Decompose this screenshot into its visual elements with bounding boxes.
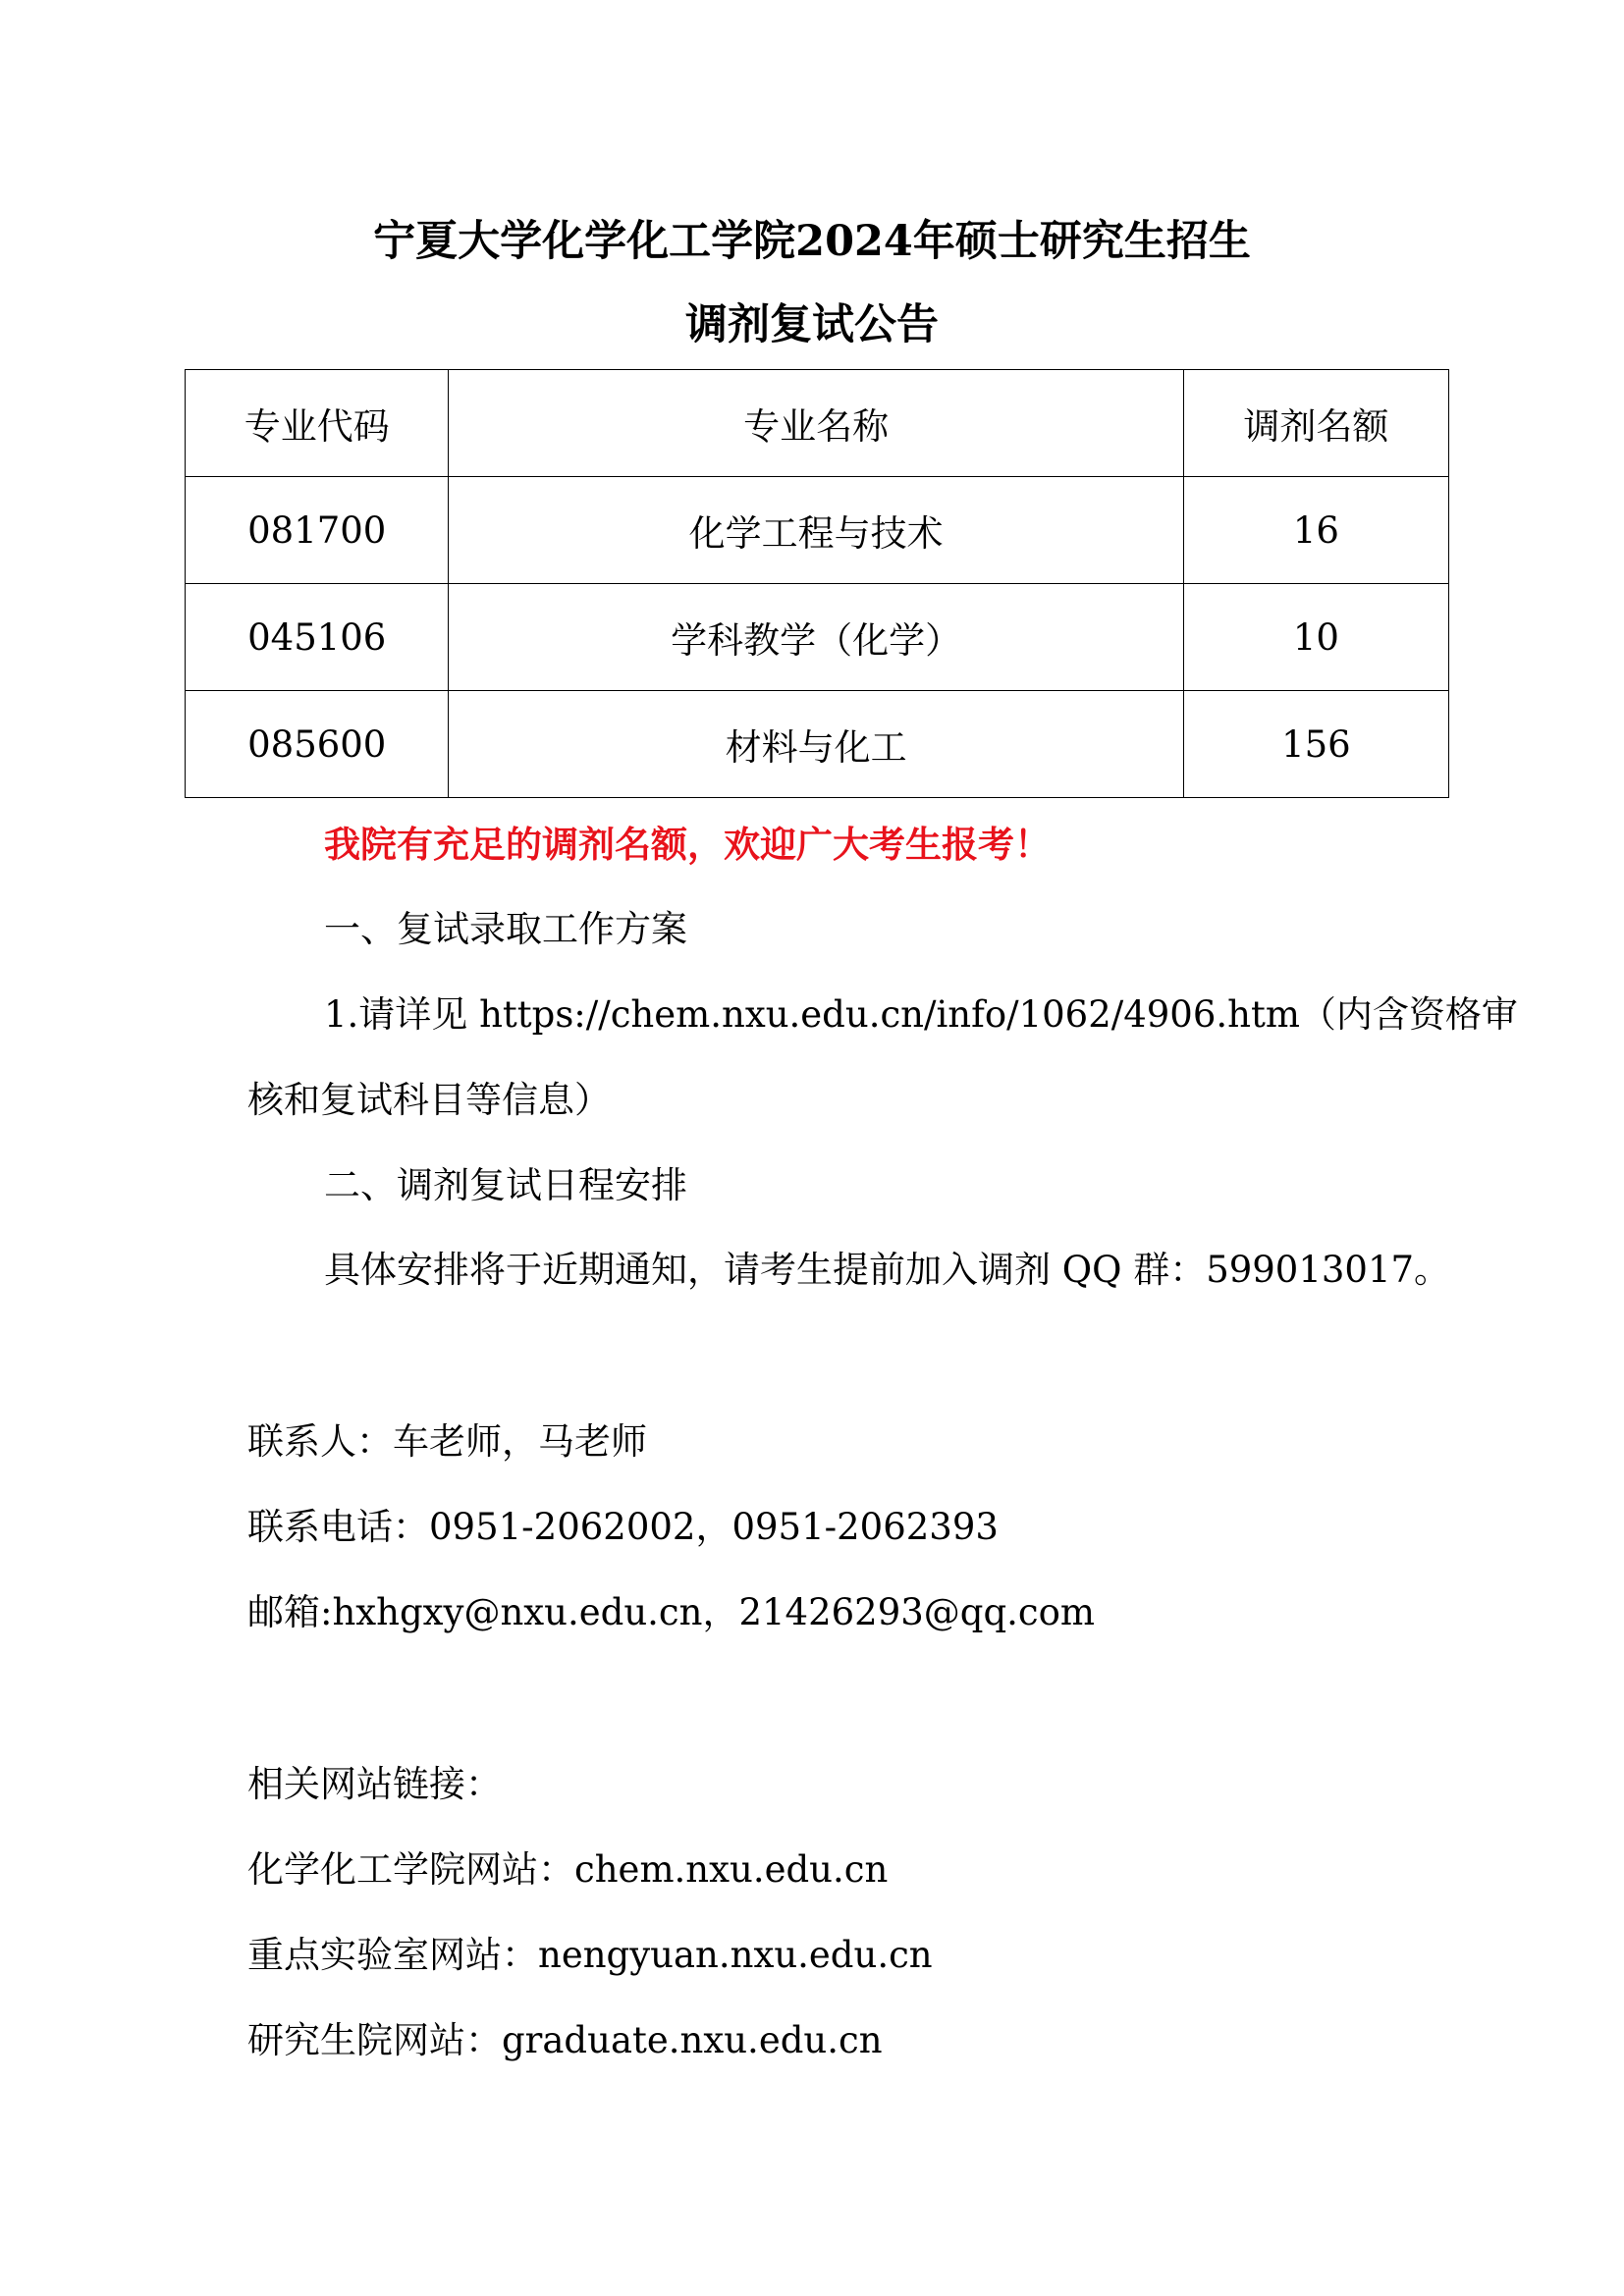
quota-table	[185, 369, 1449, 798]
table-header-row	[186, 370, 1449, 477]
link-college: 化学化工学院网站：chem.nxu.edu.cn	[247, 1848, 889, 1891]
section1-heading: 一、复试录取工作方案	[324, 908, 687, 950]
cell-name: 学科教学（化学）	[449, 584, 1183, 691]
section1-item1-line2: 核和复试科目等信息）	[247, 1079, 611, 1121]
cell-quota: 10	[1183, 584, 1448, 691]
header-quota: 调剂名额	[1183, 370, 1448, 477]
cell-code: 085600	[186, 691, 449, 798]
section2-heading: 二、调剂复试日程安排	[324, 1164, 687, 1206]
contact-email: 邮箱:hxhgxy@nxu.edu.cn，21426293@qq.com	[247, 1591, 1095, 1633]
contact-persons: 联系人：车老师，马老师	[247, 1420, 647, 1463]
header-name: 专业名称	[449, 370, 1183, 477]
table-row	[186, 584, 1449, 691]
links-heading: 相关网站链接：	[247, 1763, 502, 1805]
cell-name: 材料与化工	[449, 691, 1183, 798]
link-graduate: 研究生院网站：graduate.nxu.edu.cn	[247, 2019, 883, 2061]
cell-quota: 16	[1183, 477, 1448, 584]
link-lab: 重点实验室网站：nengyuan.nxu.edu.cn	[247, 1934, 933, 1976]
page-title: 宁夏大学化学化工学院2024年硕士研究生招生	[373, 217, 1251, 266]
table-row	[186, 691, 1449, 798]
table-row	[186, 477, 1449, 584]
cell-code: 081700	[186, 477, 449, 584]
cell-quota: 156	[1183, 691, 1448, 798]
cell-name: 化学工程与技术	[449, 477, 1183, 584]
section1-item1-line1: 1.请详见 https://chem.nxu.edu.cn/info/1062/4906.htm（内含资格审	[324, 993, 1518, 1036]
cell-code: 045106	[186, 584, 449, 691]
header-code: 专业代码	[186, 370, 449, 477]
highlight-notice: 我院有充足的调剂名额，欢迎广大考生报考！	[324, 823, 1051, 866]
section2-text: 具体安排将于近期通知，请考生提前加入调剂 QQ 群：599013017。	[324, 1249, 1451, 1291]
page-subtitle: 调剂复试公告	[685, 300, 939, 349]
contact-phones: 联系电话：0951-2062002，0951-2062393	[247, 1506, 999, 1548]
